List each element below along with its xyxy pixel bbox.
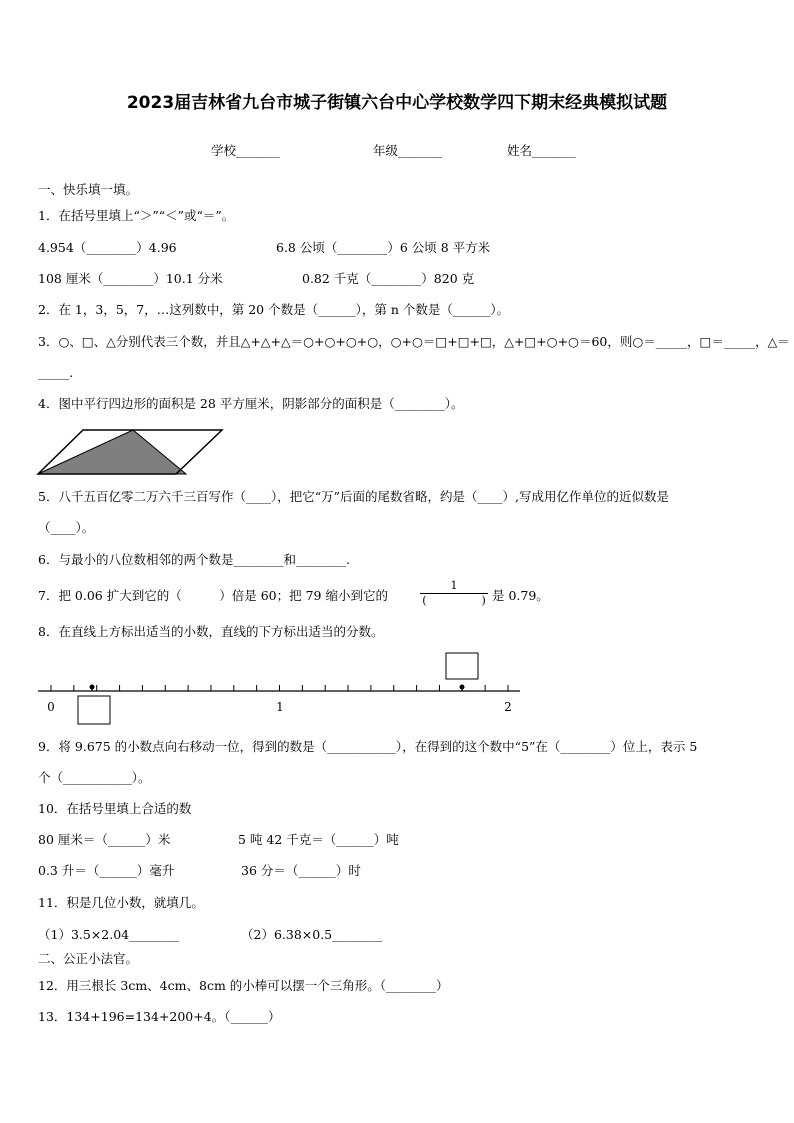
question-1-item-b: 6.8 公顷（________）6 公顷 8 平方米 bbox=[276, 240, 491, 255]
question-1-item-c: 108 厘米（________）10.1 分米 bbox=[38, 271, 223, 286]
question-10-item-c: 0.3 升＝（______）毫升 bbox=[38, 863, 175, 878]
question-11-item-1: （1）3.5×2.04________ bbox=[38, 927, 180, 942]
question-1-item-a: 4.954（________）4.96 bbox=[38, 240, 177, 255]
question-1-stem: 1．在括号里填上“＞”“＜”或“＝”。 bbox=[38, 208, 235, 223]
question-1-item-d: 0.82 千克（________）820 克 bbox=[302, 271, 475, 286]
question-10-item-d: 36 分＝（______）时 bbox=[241, 863, 361, 878]
answer-box-below[interactable] bbox=[78, 696, 110, 724]
grade-field[interactable]: 年级_______ bbox=[373, 143, 442, 158]
number-line-label-1: 1 bbox=[276, 700, 284, 714]
question-10-stem: 10．在括号里填上合适的数 bbox=[38, 801, 192, 816]
number-line-label-0: 0 bbox=[47, 700, 55, 714]
question-7-fraction bbox=[420, 580, 488, 607]
question-9-line-2: 个（___________）。 bbox=[38, 770, 151, 785]
question-4: 4．图中平行四边形的面积是 28 平方厘米，阴影部分的面积是（________）。 bbox=[38, 396, 464, 411]
question-2: 2．在 1，3，5，7，…这列数中，第 20 个数是（______），第 n 个数是（______）。 bbox=[38, 302, 510, 317]
question-10-item-b: 5 吨 42 千克＝（______）吨 bbox=[238, 832, 399, 847]
section-heading-1: 一、快乐填一填。 bbox=[38, 182, 139, 197]
number-line bbox=[30, 648, 530, 728]
question-7-part-1: 7．把 0.06 扩大到它的（ ）倍是 60；把 79 缩小到它的 bbox=[38, 588, 388, 603]
answer-box-above[interactable] bbox=[446, 653, 478, 679]
question-12: 12．用三根长 3cm、4cm、8cm 的小棒可以摆一个三角形。（________） bbox=[38, 978, 449, 993]
question-3-line-1: 3．○、□、△分别代表三个数，并且△+△+△＝○+○+○+○，○+○＝□+□+□，△+□+○+○＝60，则○＝_____，□＝_____，△＝ bbox=[38, 334, 790, 349]
question-5-line-2: （____）。 bbox=[38, 520, 95, 535]
name-field[interactable]: 姓名_______ bbox=[507, 143, 576, 158]
question-9-line-1: 9．将 9.675 的小数点向右移动一位，得到的数是（___________），在得到的这个数中“5”在（________）位上，表示 5 bbox=[38, 739, 698, 754]
page-title: 2023届吉林省九台市城子街镇六台中心学校数学四下期末经典模拟试题 bbox=[126, 93, 668, 113]
question-8: 8．在直线上方标出适当的小数，直线的下方标出适当的分数。 bbox=[38, 624, 384, 639]
fraction-numerator: 1 bbox=[450, 579, 458, 592]
question-11-item-2: （2）6.38×0.5________ bbox=[241, 927, 383, 942]
parallelogram-figure bbox=[36, 427, 226, 477]
number-line-ticks bbox=[51, 685, 508, 691]
question-5-line-1: 5．八千五百亿零二万六千三百写作（____），把它“万”后面的尾数省略，约是（____）,写成用亿作单位的近似数是 bbox=[38, 489, 669, 504]
question-6: 6．与最小的八位数相邻的两个数是________和________. bbox=[38, 552, 350, 567]
school-field[interactable]: 学校_______ bbox=[211, 143, 280, 158]
section-heading-2: 二、公正小法官。 bbox=[38, 951, 139, 966]
question-10-item-a: 80 厘米＝（______）米 bbox=[38, 832, 171, 847]
fraction-denominator[interactable]: ( ) bbox=[422, 594, 486, 607]
number-line-label-2: 2 bbox=[504, 700, 512, 714]
question-7-part-2: 是 0.79。 bbox=[492, 588, 549, 603]
question-11-stem: 11．积是几位小数，就填几。 bbox=[38, 895, 204, 910]
question-13: 13．134+196=134+200+4。（______） bbox=[38, 1009, 281, 1024]
question-3-line-2: _____. bbox=[38, 365, 74, 380]
